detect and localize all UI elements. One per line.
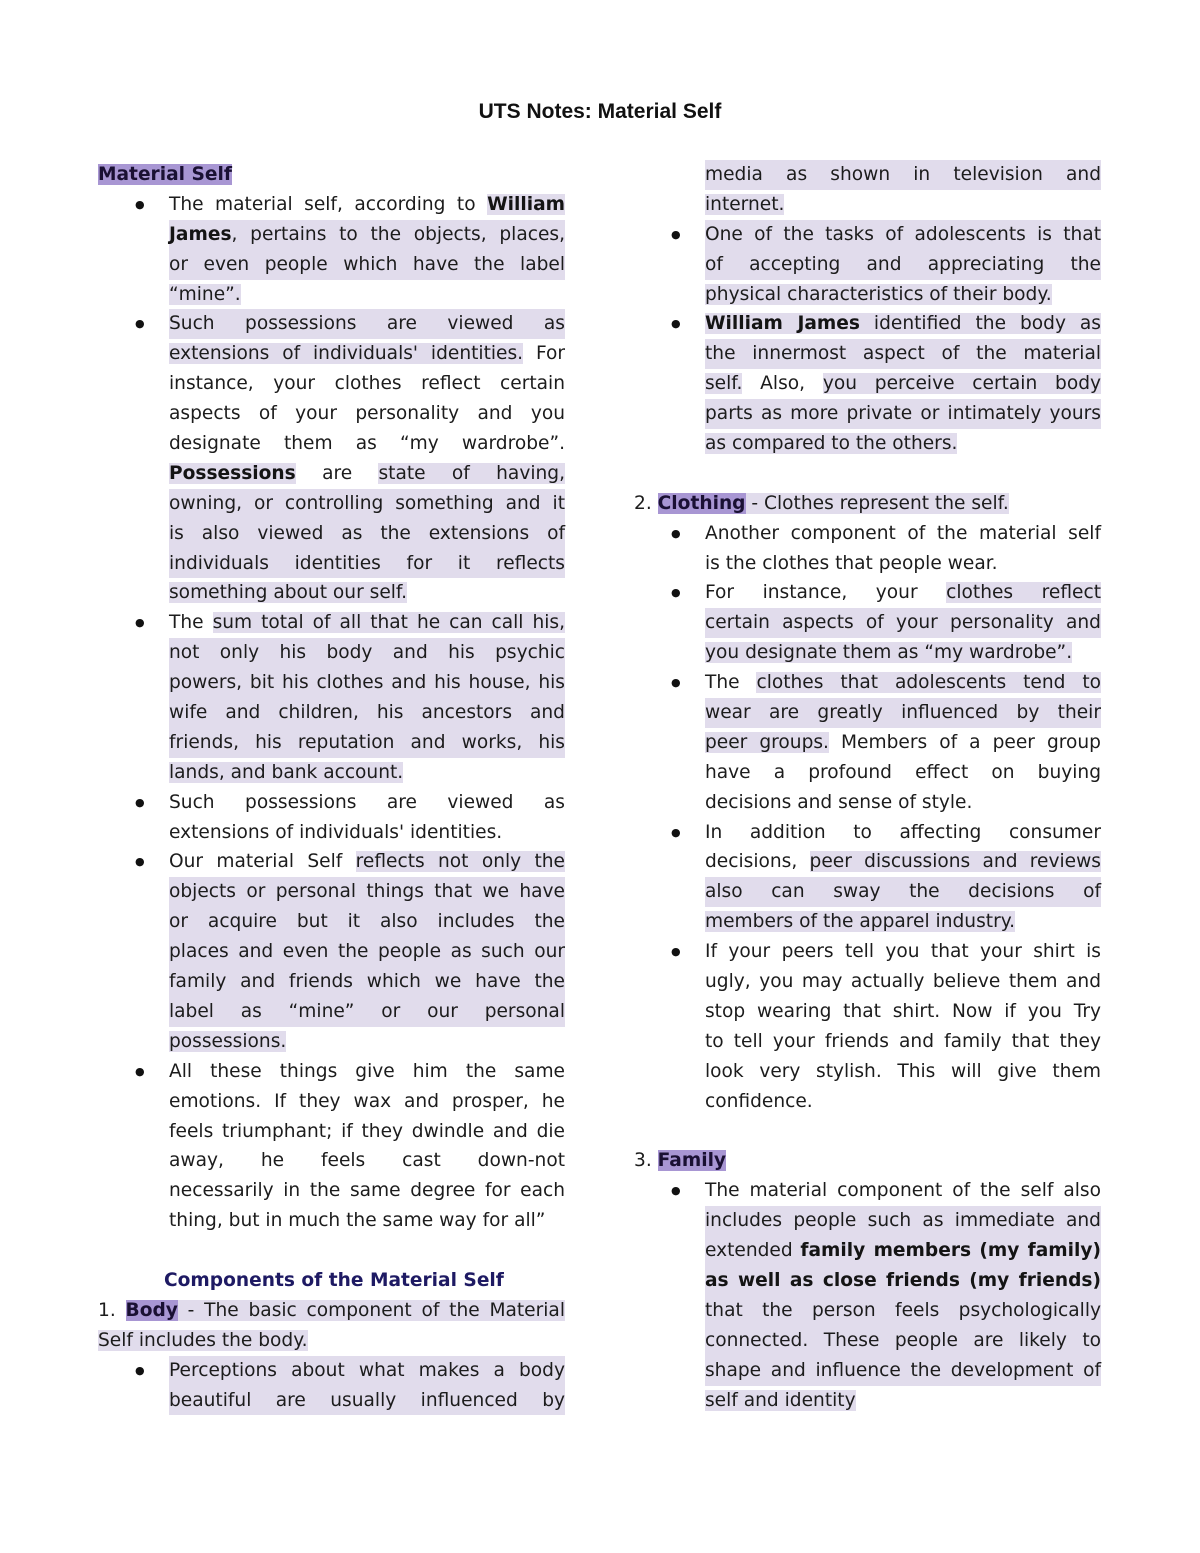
- text-line: self and identity: [705, 1389, 856, 1411]
- bullet-extensions: ● Such possessions are viewed as: [169, 788, 565, 818]
- text-line: extended family members (my family): [705, 1236, 1101, 1266]
- text-line: designate them as “my wardrobe”.: [169, 433, 565, 455]
- bullet-emotions: ● All these things give him the same: [169, 1057, 565, 1087]
- text-line: have a profound effect on buying: [705, 761, 1101, 783]
- text-line: as well as close friends (my friends): [705, 1266, 1101, 1296]
- item-clothing: 2. Clothing - Clothes represent the self.: [634, 492, 1009, 514]
- bullet-material-self: ● Our material Self reflects not only the: [169, 847, 565, 877]
- text-line: extensions of individuals' identities.: [169, 821, 503, 843]
- text-line: is also viewed as the extensions of: [169, 519, 565, 549]
- text-line: label as “mine” or our personal: [169, 997, 565, 1027]
- bullet-peer-groups: ● The clothes that adolescents tend to: [705, 668, 1101, 698]
- components-heading: Components of the Material Self: [164, 1269, 504, 1291]
- text-line: powers, bit his clothes and his house, his: [169, 668, 565, 698]
- bullet-consumer: ● In addition to affecting consumer: [705, 818, 1101, 848]
- bullet-peers-shirt: ● If your peers tell you that your shirt is: [705, 937, 1101, 967]
- page-title: UTS Notes: Material Self: [478, 100, 722, 123]
- bullet-perceptions: ● Perceptions about what makes a body: [169, 1356, 565, 1386]
- text-line: objects or personal things that we have: [169, 877, 565, 907]
- text-line: feels triumphant; if they dwindle and die: [169, 1120, 565, 1142]
- text-line: certain aspects of your personality and: [705, 608, 1101, 638]
- text-line: Self includes the body.: [98, 1329, 308, 1351]
- text-line: connected. These people are likely to: [705, 1326, 1101, 1356]
- text-line: or acquire but it also includes the: [169, 907, 565, 937]
- bullet-possessions: ● Such possessions are viewed as: [169, 309, 565, 339]
- text-line: instance, your clothes reflect certain: [169, 373, 565, 395]
- text-line: peer groups. Members of a peer group: [705, 731, 1101, 753]
- text-line: necessarily in the same degree for each: [169, 1180, 565, 1202]
- text-line: shape and influence the development of: [705, 1356, 1101, 1386]
- text-line: confidence.: [705, 1090, 813, 1112]
- text-line: of accepting and appreciating the: [705, 250, 1101, 280]
- text-line: aspects of your personality and you: [169, 403, 565, 425]
- text-line: places and even the people as such our: [169, 937, 565, 967]
- text-line: the innermost aspect of the material: [705, 339, 1101, 369]
- text-line: beautiful are usually influenced by: [169, 1386, 565, 1416]
- text-line: members of the apparel industry.: [705, 911, 1015, 933]
- text-line: extensions of individuals' identities. For: [169, 343, 565, 365]
- bullet-william-james: ● The material self, according to William: [169, 190, 565, 220]
- text-line: self. Also, you perceive certain body: [705, 373, 1101, 395]
- text-line: as compared to the others.: [705, 433, 958, 455]
- text-line: or even people which have the label: [169, 250, 565, 280]
- text-line: friends, his reputation and works, his: [169, 728, 565, 758]
- item-body: 1. Body - The basic component of the Material: [98, 1299, 565, 1321]
- text-line: something about our self.: [169, 582, 408, 604]
- text-line: “mine”.: [169, 283, 241, 305]
- text-line: to tell your friends and family that they: [705, 1030, 1101, 1052]
- text-line: is the clothes that people wear.: [705, 552, 998, 574]
- text-line: ugly, you may actually believe them and: [705, 971, 1101, 993]
- text-line: possessions.: [169, 1030, 287, 1052]
- text-line: look very stylish. This will give them: [705, 1060, 1101, 1082]
- text-line: physical characteristics of their body.: [705, 283, 1052, 305]
- text-line: includes people such as immediate and: [705, 1206, 1101, 1236]
- text-line: thing, but in much the same way for all”: [169, 1210, 546, 1232]
- text-line: away, he feels cast down-not: [169, 1150, 565, 1172]
- section-heading: Material Self: [98, 164, 232, 185]
- text-line: individuals identities for it reflects: [169, 549, 565, 579]
- text-line: wife and children, his ancestors and: [169, 698, 565, 728]
- text-line: parts as more private or intimately yours: [705, 399, 1101, 429]
- text-line: also can sway the decisions of: [705, 877, 1101, 907]
- text-line: James, pertains to the objects, places,: [169, 220, 565, 250]
- text-line: you designate them as “my wardrobe”.: [705, 642, 1073, 664]
- text-line: that the person feels psychologically: [705, 1296, 1101, 1326]
- bullet-clothes-component: ● Another component of the material self: [705, 519, 1101, 549]
- text-line: internet.: [705, 193, 785, 215]
- text-line: decisions and sense of style.: [705, 791, 973, 813]
- bullet-sum-total: ● The sum total of all that he can call his,: [169, 608, 565, 638]
- text-line: Possessions are state of having,: [169, 462, 565, 484]
- item-family: 3. Family: [634, 1150, 727, 1172]
- text-line: lands, and bank account.: [169, 761, 404, 783]
- bullet-innermost: ● William James identified the body as: [705, 309, 1101, 339]
- text-line: stop wearing that shirt. Now if you Try: [705, 1000, 1101, 1022]
- text-line: owning, or controlling something and it: [169, 489, 565, 519]
- bullet-adolescents: ● One of the tasks of adolescents is that: [705, 220, 1101, 250]
- text-line: not only his body and his psychic: [169, 638, 565, 668]
- text-line: decisions, peer discussions and reviews: [705, 851, 1101, 873]
- text-line: wear are greatly influenced by their: [705, 698, 1101, 728]
- text-line: family and friends which we have the: [169, 967, 565, 997]
- bullet-clothes-reflect: ● For instance, your clothes reflect: [705, 578, 1101, 608]
- left-column: [98, 160, 565, 1415]
- text-line: emotions. If they wax and prosper, he: [169, 1090, 565, 1112]
- right-column: [634, 160, 1101, 1415]
- bullet-family: ● The material component of the self also: [705, 1176, 1101, 1206]
- text-line: media as shown in television and: [705, 160, 1101, 190]
